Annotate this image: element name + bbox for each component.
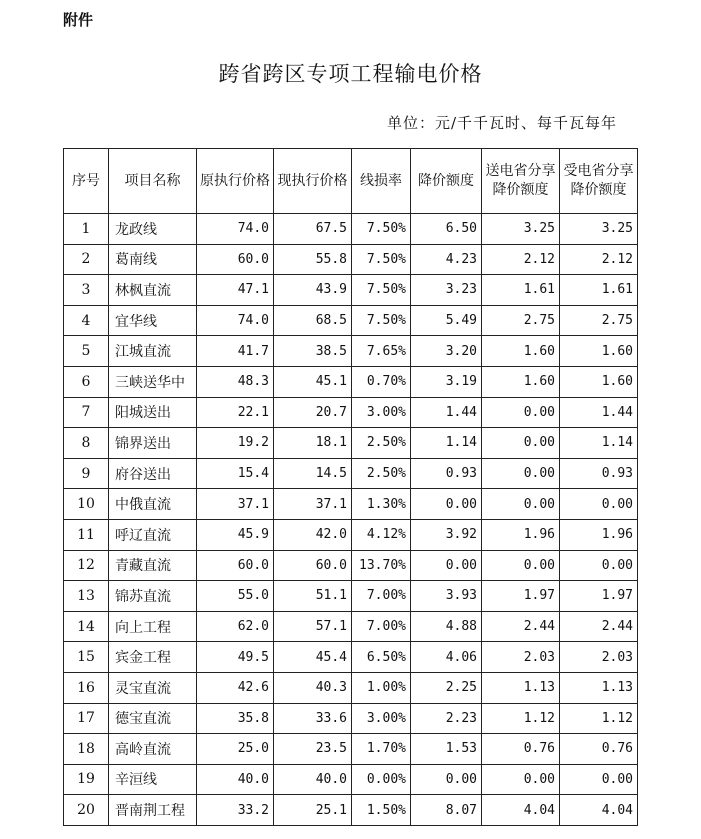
cell-current-price: 18.1 <box>274 428 352 459</box>
cell-name: 中俄直流 <box>109 489 197 520</box>
cell-no: 8 <box>64 428 109 459</box>
cell-sender-share: 1.60 <box>482 336 560 367</box>
cell-name: 向上工程 <box>109 611 197 642</box>
cell-no: 3 <box>64 275 109 306</box>
cell-no: 5 <box>64 336 109 367</box>
cell-no: 13 <box>64 581 109 612</box>
cell-price-cut: 3.93 <box>411 581 482 612</box>
cell-price-cut: 3.19 <box>411 366 482 397</box>
cell-current-price: 25.1 <box>274 795 352 826</box>
cell-sender-share: 1.60 <box>482 366 560 397</box>
cell-receiver-share: 2.44 <box>560 611 638 642</box>
table-row <box>64 672 638 703</box>
cell-current-price: 60.0 <box>274 550 352 581</box>
cell-current-price: 20.7 <box>274 397 352 428</box>
cell-name: 锦界送出 <box>109 428 197 459</box>
table-body <box>64 214 638 826</box>
cell-receiver-share: 1.61 <box>560 275 638 306</box>
cell-loss-rate: 0.70% <box>352 366 411 397</box>
cell-sender-share: 1.12 <box>482 703 560 734</box>
cell-no: 11 <box>64 519 109 550</box>
cell-sender-share: 1.96 <box>482 519 560 550</box>
cell-receiver-share: 1.60 <box>560 336 638 367</box>
cell-price-cut: 6.50 <box>411 214 482 245</box>
cell-no: 6 <box>64 366 109 397</box>
cell-original-price: 25.0 <box>197 734 274 765</box>
col-header-receiver-share: 受电省分享降价额度 <box>560 149 638 214</box>
cell-current-price: 45.4 <box>274 642 352 673</box>
cell-name: 葛南线 <box>109 244 197 275</box>
cell-current-price: 57.1 <box>274 611 352 642</box>
cell-original-price: 74.0 <box>197 305 274 336</box>
table-row <box>64 428 638 459</box>
cell-receiver-share: 0.93 <box>560 458 638 489</box>
cell-original-price: 55.0 <box>197 581 274 612</box>
cell-name: 锦苏直流 <box>109 581 197 612</box>
cell-receiver-share: 1.12 <box>560 703 638 734</box>
cell-current-price: 14.5 <box>274 458 352 489</box>
cell-no: 4 <box>64 305 109 336</box>
cell-receiver-share: 1.96 <box>560 519 638 550</box>
cell-name: 宜华线 <box>109 305 197 336</box>
cell-name: 青藏直流 <box>109 550 197 581</box>
cell-original-price: 48.3 <box>197 366 274 397</box>
cell-receiver-share: 2.03 <box>560 642 638 673</box>
col-header-current-price: 现执行价格 <box>274 149 352 214</box>
cell-sender-share: 0.00 <box>482 550 560 581</box>
cell-sender-share: 2.75 <box>482 305 560 336</box>
cell-loss-rate: 4.12% <box>352 519 411 550</box>
col-header-sender-share: 送电省分享降价额度 <box>482 149 560 214</box>
cell-original-price: 62.0 <box>197 611 274 642</box>
cell-loss-rate: 7.50% <box>352 214 411 245</box>
page-title: 跨省跨区专项工程输电价格 <box>218 62 483 86</box>
cell-sender-share: 2.03 <box>482 642 560 673</box>
cell-name: 宾金工程 <box>109 642 197 673</box>
cell-no: 12 <box>64 550 109 581</box>
cell-no: 10 <box>64 489 109 520</box>
cell-current-price: 43.9 <box>274 275 352 306</box>
cell-price-cut: 0.00 <box>411 550 482 581</box>
cell-price-cut: 2.23 <box>411 703 482 734</box>
col-header-no: 序号 <box>64 149 109 214</box>
table-row <box>64 458 638 489</box>
cell-loss-rate: 7.50% <box>352 244 411 275</box>
table-row <box>64 581 638 612</box>
cell-original-price: 22.1 <box>197 397 274 428</box>
col-header-loss-rate: 线损率 <box>352 149 411 214</box>
cell-name: 辛洹线 <box>109 764 197 795</box>
table-row <box>64 734 638 765</box>
cell-sender-share: 2.12 <box>482 244 560 275</box>
cell-loss-rate: 13.70% <box>352 550 411 581</box>
cell-receiver-share: 0.76 <box>560 734 638 765</box>
cell-name: 德宝直流 <box>109 703 197 734</box>
cell-current-price: 37.1 <box>274 489 352 520</box>
cell-original-price: 45.9 <box>197 519 274 550</box>
cell-current-price: 40.3 <box>274 672 352 703</box>
cell-name: 阳城送出 <box>109 397 197 428</box>
cell-original-price: 33.2 <box>197 795 274 826</box>
cell-original-price: 60.0 <box>197 550 274 581</box>
cell-current-price: 33.6 <box>274 703 352 734</box>
cell-no: 2 <box>64 244 109 275</box>
cell-loss-rate: 3.00% <box>352 397 411 428</box>
table-row <box>64 214 638 245</box>
cell-sender-share: 0.00 <box>482 764 560 795</box>
cell-loss-rate: 0.00% <box>352 764 411 795</box>
cell-sender-share: 1.97 <box>482 581 560 612</box>
col-header-original-price: 原执行价格 <box>197 149 274 214</box>
cell-loss-rate: 1.50% <box>352 795 411 826</box>
cell-current-price: 45.1 <box>274 366 352 397</box>
table-row <box>64 397 638 428</box>
cell-name: 灵宝直流 <box>109 672 197 703</box>
cell-current-price: 38.5 <box>274 336 352 367</box>
cell-sender-share: 3.25 <box>482 214 560 245</box>
cell-no: 19 <box>64 764 109 795</box>
cell-receiver-share: 0.00 <box>560 489 638 520</box>
cell-loss-rate: 7.50% <box>352 305 411 336</box>
cell-loss-rate: 1.70% <box>352 734 411 765</box>
cell-price-cut: 3.20 <box>411 336 482 367</box>
cell-no: 20 <box>64 795 109 826</box>
cell-original-price: 15.4 <box>197 458 274 489</box>
table-header-row <box>64 149 638 214</box>
cell-price-cut: 2.25 <box>411 672 482 703</box>
cell-current-price: 51.1 <box>274 581 352 612</box>
cell-no: 15 <box>64 642 109 673</box>
cell-current-price: 42.0 <box>274 519 352 550</box>
table-row <box>64 489 638 520</box>
cell-sender-share: 0.00 <box>482 428 560 459</box>
table-row <box>64 703 638 734</box>
cell-current-price: 55.8 <box>274 244 352 275</box>
cell-sender-share: 0.00 <box>482 458 560 489</box>
cell-receiver-share: 3.25 <box>560 214 638 245</box>
cell-receiver-share: 1.44 <box>560 397 638 428</box>
cell-loss-rate: 1.00% <box>352 672 411 703</box>
table-row <box>64 305 638 336</box>
cell-sender-share: 0.00 <box>482 489 560 520</box>
cell-original-price: 42.6 <box>197 672 274 703</box>
cell-receiver-share: 0.00 <box>560 550 638 581</box>
unit-note: 单位：元/千千瓦时、每千瓦每年 <box>386 114 617 132</box>
table-row <box>64 244 638 275</box>
cell-name: 林枫直流 <box>109 275 197 306</box>
cell-no: 17 <box>64 703 109 734</box>
cell-current-price: 40.0 <box>274 764 352 795</box>
cell-price-cut: 3.23 <box>411 275 482 306</box>
cell-name: 江城直流 <box>109 336 197 367</box>
cell-no: 14 <box>64 611 109 642</box>
cell-receiver-share: 1.97 <box>560 581 638 612</box>
cell-sender-share: 4.04 <box>482 795 560 826</box>
cell-original-price: 37.1 <box>197 489 274 520</box>
cell-no: 7 <box>64 397 109 428</box>
cell-price-cut: 5.49 <box>411 305 482 336</box>
cell-price-cut: 0.00 <box>411 764 482 795</box>
cell-original-price: 41.7 <box>197 336 274 367</box>
cell-receiver-share: 1.13 <box>560 672 638 703</box>
col-header-name: 项目名称 <box>109 149 197 214</box>
cell-no: 18 <box>64 734 109 765</box>
cell-receiver-share: 0.00 <box>560 764 638 795</box>
cell-name: 呼辽直流 <box>109 519 197 550</box>
cell-loss-rate: 2.50% <box>352 458 411 489</box>
cell-original-price: 49.5 <box>197 642 274 673</box>
table-row <box>64 642 638 673</box>
cell-price-cut: 1.44 <box>411 397 482 428</box>
table-row <box>64 795 638 826</box>
cell-loss-rate: 7.00% <box>352 611 411 642</box>
cell-price-cut: 4.06 <box>411 642 482 673</box>
cell-name: 府谷送出 <box>109 458 197 489</box>
price-table <box>63 148 638 826</box>
cell-original-price: 19.2 <box>197 428 274 459</box>
cell-price-cut: 3.92 <box>411 519 482 550</box>
table-row <box>64 275 638 306</box>
cell-receiver-share: 1.60 <box>560 366 638 397</box>
cell-sender-share: 1.13 <box>482 672 560 703</box>
cell-price-cut: 1.53 <box>411 734 482 765</box>
cell-original-price: 35.8 <box>197 703 274 734</box>
cell-name: 高岭直流 <box>109 734 197 765</box>
attachment-label: 附件 <box>63 11 94 29</box>
cell-original-price: 74.0 <box>197 214 274 245</box>
cell-receiver-share: 4.04 <box>560 795 638 826</box>
col-header-price-cut: 降价额度 <box>411 149 482 214</box>
cell-loss-rate: 1.30% <box>352 489 411 520</box>
cell-loss-rate: 7.00% <box>352 581 411 612</box>
cell-original-price: 47.1 <box>197 275 274 306</box>
cell-price-cut: 8.07 <box>411 795 482 826</box>
cell-price-cut: 4.88 <box>411 611 482 642</box>
cell-receiver-share: 2.12 <box>560 244 638 275</box>
cell-no: 16 <box>64 672 109 703</box>
cell-current-price: 68.5 <box>274 305 352 336</box>
cell-loss-rate: 2.50% <box>352 428 411 459</box>
cell-loss-rate: 6.50% <box>352 642 411 673</box>
cell-price-cut: 1.14 <box>411 428 482 459</box>
cell-name: 三峡送华中 <box>109 366 197 397</box>
cell-original-price: 40.0 <box>197 764 274 795</box>
cell-original-price: 60.0 <box>197 244 274 275</box>
cell-loss-rate: 7.50% <box>352 275 411 306</box>
cell-loss-rate: 3.00% <box>352 703 411 734</box>
table-row <box>64 519 638 550</box>
table-row <box>64 764 638 795</box>
table-row <box>64 336 638 367</box>
cell-loss-rate: 7.65% <box>352 336 411 367</box>
cell-sender-share: 2.44 <box>482 611 560 642</box>
cell-sender-share: 0.00 <box>482 397 560 428</box>
cell-sender-share: 0.76 <box>482 734 560 765</box>
cell-receiver-share: 1.14 <box>560 428 638 459</box>
table-row <box>64 550 638 581</box>
table-row <box>64 611 638 642</box>
cell-price-cut: 0.00 <box>411 489 482 520</box>
table-row <box>64 366 638 397</box>
cell-current-price: 23.5 <box>274 734 352 765</box>
cell-name: 晋南荆工程 <box>109 795 197 826</box>
cell-no: 9 <box>64 458 109 489</box>
cell-price-cut: 4.23 <box>411 244 482 275</box>
cell-no: 1 <box>64 214 109 245</box>
cell-name: 龙政线 <box>109 214 197 245</box>
cell-sender-share: 1.61 <box>482 275 560 306</box>
cell-price-cut: 0.93 <box>411 458 482 489</box>
cell-current-price: 67.5 <box>274 214 352 245</box>
cell-receiver-share: 2.75 <box>560 305 638 336</box>
